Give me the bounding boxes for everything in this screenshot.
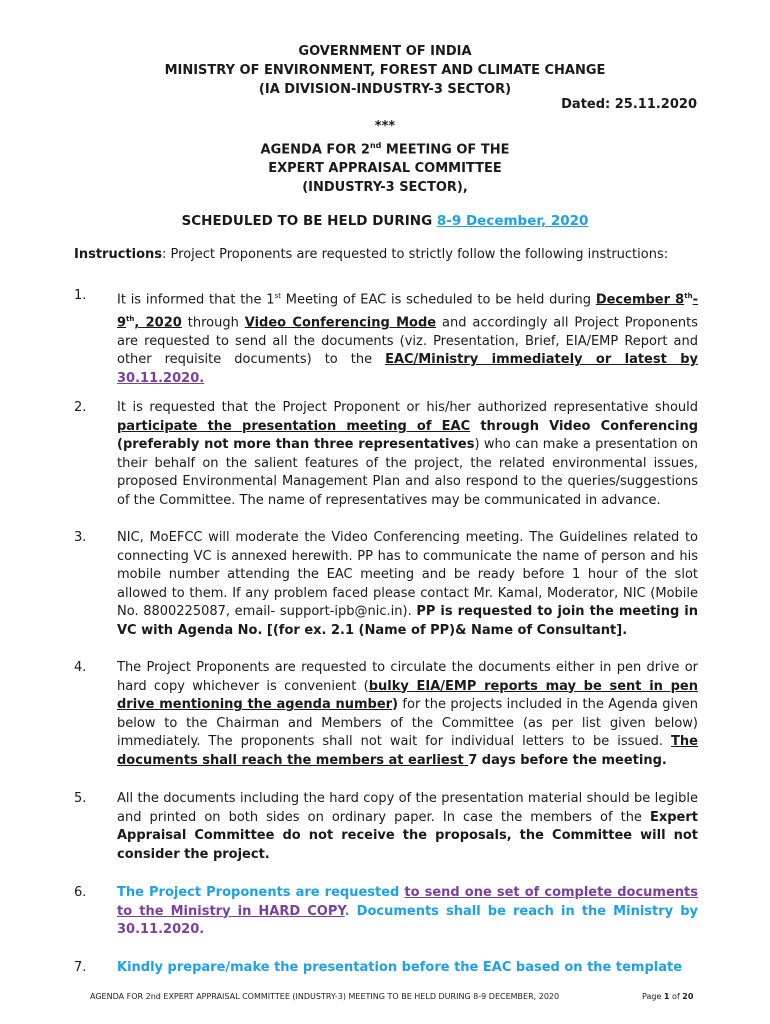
item-number: 3. <box>74 530 87 545</box>
item-text: The Project Proponents are requested to send one set of complete documents to the Ministry in HARD COPY. Documents shall be reach in the Ministry by 30.11.2020. <box>117 885 698 937</box>
item-text: NIC, MoEFCC will moderate the Video Conferencing meeting. The Guidelines related to connecting VC is annexed herewith. PP has to communicate the name of person and his mobile number attending the EAC meeting and be ready before 1 hour of the slot allowed to them. If any problem faced please contact Mr. Kamal, Moderator, NIC (Mobile No. 8800225087, email- support-ipb@nic.in). PP is requested to join the meeting in VC with Agenda No. [(for ex. 2.1 (Name of PP)& Name of Consultant]. <box>117 530 698 638</box>
gov-title: GOVERNMENT OF INDIA <box>298 44 472 59</box>
item-number: 5. <box>74 791 87 806</box>
doc-header <box>0 42 770 99</box>
list-item <box>74 529 698 641</box>
division-title: (IA DIVISION-INDUSTRY-3 SECTOR) <box>258 82 512 97</box>
item-text: It is requested that the Project Proponent or his/her authorized representative should participate the presentation meeting of EAC through Video Conferencing (preferably not more than three representatives) who can make a presentation on their behalf on the salient features of the project, the related environmental issues, proposed Environmental Management Plan and also respond to the queries/suggestions of the Committee. The name of representatives may be communicated in advance. <box>117 400 699 508</box>
scheduled-line <box>0 212 770 231</box>
scheduled-dates: 8-9 December, 2020 <box>436 213 589 229</box>
agenda-heading <box>0 117 770 197</box>
agenda-text-b: MEETING OF THE <box>381 142 510 158</box>
item-number: 2. <box>74 400 87 415</box>
instructions <box>74 247 668 262</box>
list-item <box>74 287 698 386</box>
sector-line: (INDUSTRY-3 SECTOR), <box>302 180 468 196</box>
item-number: 1. <box>74 288 87 303</box>
instructions-label: Instructions <box>74 247 163 262</box>
item-text: It is informed that the 1st Meeting of EAC is scheduled to be held during December 8th-9th, 2020 through Video Conferencing Mode and accordingly all Project Proponents are requested to send all the documents (viz. Presentation, Brief, EIA/EMP Report and other requisite documents) to the EAC/Ministry immediately or latest by 30.11.2020. <box>117 292 698 386</box>
list-item <box>74 399 698 511</box>
instructions-text: : Project Proponents are requested to strictly follow the following instructions: <box>162 247 669 262</box>
agenda-text: AGENDA FOR 2 <box>260 142 370 158</box>
agenda-line <box>0 136 770 159</box>
list-item <box>74 790 698 866</box>
committee-line: EXPERT APPRAISAL COMMITTEE <box>268 161 502 177</box>
page-number: Page 1 of 20 <box>642 992 694 1001</box>
dated: Dated: 25.11.2020 <box>561 97 697 112</box>
item-text: All the documents including the hard copy of the presentation material should be legible and printed on both sides on ordinary paper. In case the members of the Expert Appraisal Committee do not receive the proposals, the Committee will not consider the project. <box>117 791 698 862</box>
item-text: Kindly prepare/make the presentation before the EAC based on the template <box>117 960 683 975</box>
stars: *** <box>374 119 396 134</box>
ministry-title: MINISTRY OF ENVIRONMENT, FOREST AND CLIMATE CHANGE <box>164 63 606 78</box>
item-number: 4. <box>74 660 87 675</box>
list-item <box>74 959 698 979</box>
agenda-sup: nd <box>369 141 382 150</box>
list-item <box>74 659 698 771</box>
item-text: The Project Proponents are requested to circulate the documents either in pen drive or hard copy whichever is convenient (bulky EIA/EMP reports may be sent in pen drive mentioning the agenda number) for the projects included in the Agenda given below to the Chairman and Members of the Committee (as per list given below) immediately. The proponents shall not wait for individual letters to be issued. The documents shall reach the members at earliest 7 days before the meeting. <box>117 660 698 768</box>
item-number: 6. <box>74 885 87 900</box>
item-number: 7. <box>74 960 87 975</box>
scheduled-text: SCHEDULED TO BE HELD DURING <box>181 213 437 229</box>
list-item <box>74 884 698 940</box>
page-footer: AGENDA FOR 2nd EXPERT APPRAISAL COMMITTEE (INDUSTRY-3) MEETING TO BE HELD DURING 8-9 DECEMBER, 2020 <box>90 992 560 1001</box>
